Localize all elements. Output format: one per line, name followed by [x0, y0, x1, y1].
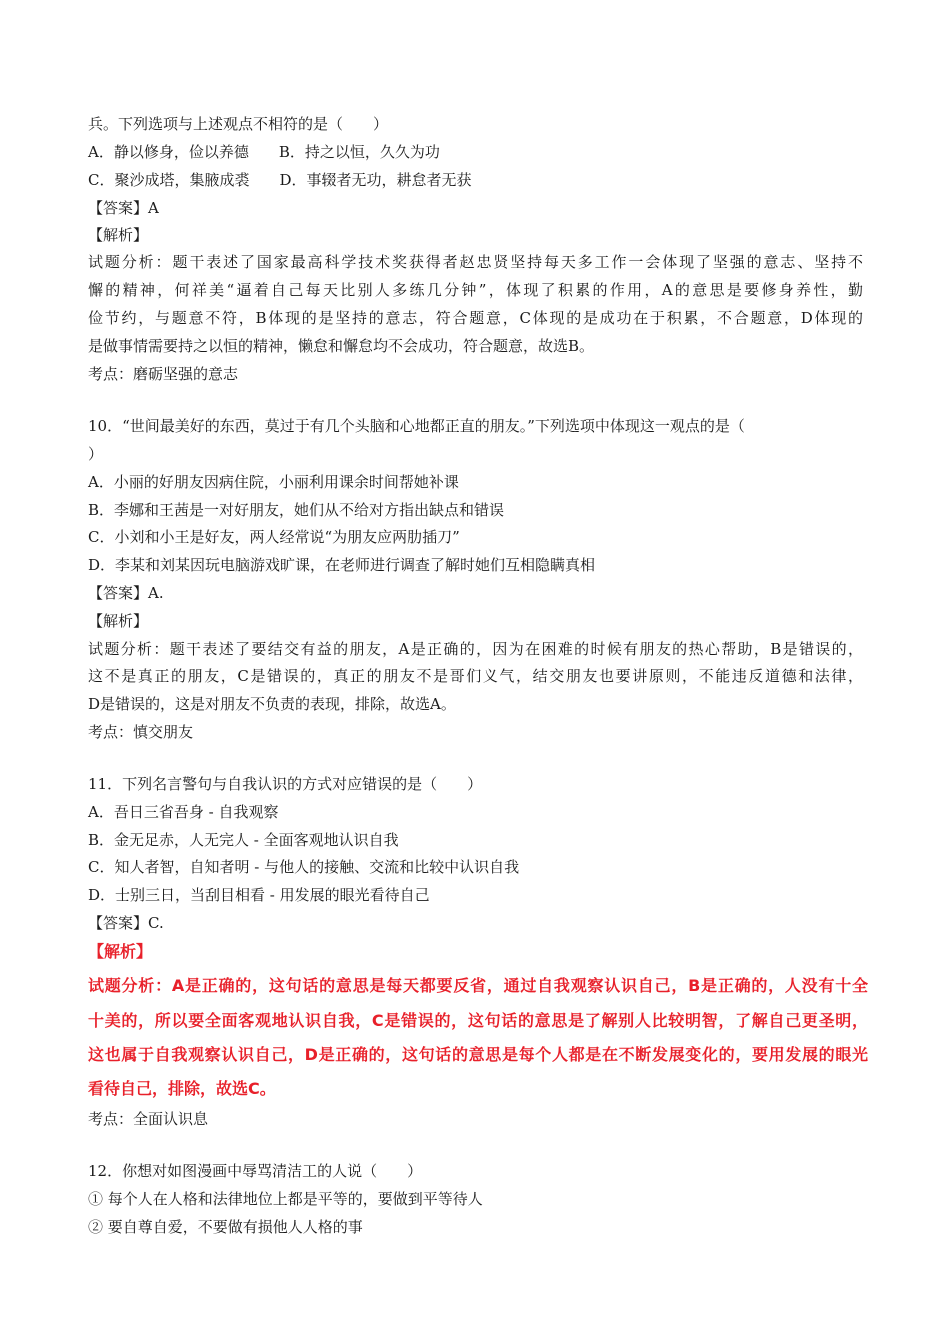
q12-stem: 12．你想对如图漫画中辱骂清洁工的人说（ ）: [88, 1162, 423, 1180]
q11-key-point: 考点：全面认识息: [88, 1110, 209, 1128]
q10-option-c: C．小刘和小王是好友，两人经常说“为朋友应两肋插刀”: [88, 528, 460, 546]
q9-options-cd: C．聚沙成塔，集腋成裘 D．事辍者无功，耕怠者无获: [88, 171, 472, 189]
q9-analysis-line-4: 是做事情需要持之以恒的精神，懒怠和懈怠均不会成功，符合题意，故选B。: [88, 337, 595, 355]
q12-option-1: ① 每个人在人格和法律地位上都是平等的，要做到平等待人: [88, 1190, 483, 1208]
q11-option-c: C．知人者智，自知者明 - 与他人的接触、交流和比较中认识自我: [88, 858, 520, 876]
q11-analysis-line-4: 看待自己，排除，故选C。: [88, 1079, 276, 1098]
q10-option-d: D．李某和刘某因玩电脑游戏旷课，在老师进行调查了解时她们互相隐瞒真相: [88, 556, 596, 574]
q11-analysis-heading: 【解析】: [88, 942, 153, 961]
q10-analysis-line-2: 这不是真正的朋友，C是错误的，真正的朋友不是哥们义气，结交朋友也要讲原则，不能违反道德和法律，: [88, 667, 863, 685]
q11-answer: 【答案】C.: [88, 914, 164, 932]
q10-option-a: A．小丽的好朋友因病住院，小丽利用课余时间帮她补课: [88, 473, 459, 491]
q9-answer: 【答案】A: [88, 199, 159, 217]
q10-stem-line-2: ）: [88, 445, 104, 463]
q9-key-point: 考点：磨砺坚强的意志: [88, 365, 239, 383]
q9-analysis-heading: 【解析】: [88, 226, 149, 244]
q10-analysis-line-1: 试题分析：题干表述了要结交有益的朋友，A是正确的，因为在困难的时候有朋友的热心帮助，B是错误的，: [88, 640, 863, 658]
q11-stem: 11．下列名言警句与自我认识的方式对应错误的是（ ）: [88, 775, 483, 793]
q11-option-b: B．金无足赤，人无完人 - 全面客观地认识自我: [88, 831, 399, 849]
q9-analysis-line-1: 试题分析：题干表述了国家最高科学技术奖获得者赵忠贤坚持每天多工作一会体现了坚强的意志、坚持不: [88, 253, 863, 271]
q9-stem-continuation: 兵。下列选项与上述观点不相符的是（ ）: [88, 115, 389, 133]
q11-option-a: A．吾日三省吾身 - 自我观察: [88, 803, 279, 821]
q11-analysis-line-1: 试题分析：A是正确的，这句话的意思是每天都要反省，通过自我观察认识自己，B是正确的，人没有十全: [88, 976, 868, 995]
q9-analysis-line-3: 俭节约，与题意不符，B体现的是坚持的意志，符合题意，C体现的是成功在于积累，不合题意，D体现的: [88, 309, 863, 327]
q10-analysis-heading: 【解析】: [88, 612, 149, 630]
q12-option-2: ② 要自尊自爱，不要做有损他人人格的事: [88, 1218, 363, 1236]
q10-analysis-line-3: D是错误的，这是对朋友不负责的表现，排除，故选A。: [88, 695, 456, 713]
q10-stem-line-1: 10．“世间最美好的东西，莫过于有几个头脑和心地都正直的朋友。”下列选项中体现这一观点的是（: [88, 417, 745, 435]
q11-analysis-line-2: 十美的，所以要全面客观地认识自我，C是错误的，这句话的意思是了解别人比较明智，了解自己更圣明，: [88, 1011, 868, 1030]
q11-option-d: D．士别三日，当刮目相看 - 用发展的眼光看待自己: [88, 886, 430, 904]
q11-analysis-line-3: 这也属于自我观察认识自己，D是正确的，这句话的意思是每个人都是在不断发展变化的，要用发展的眼光: [88, 1045, 868, 1064]
q9-options-ab: A．静以修身，俭以养德 B．持之以恒，久久为功: [88, 143, 440, 161]
q9-analysis-line-2: 懈的精神，何祥美“逼着自己每天比别人多练几分钟”，体现了积累的作用，A的意思是要修身养性，勤: [88, 281, 863, 299]
q10-key-point: 考点：慎交朋友: [88, 723, 194, 741]
q10-answer: 【答案】A.: [88, 584, 164, 602]
q10-option-b: B．李娜和王茜是一对好朋友，她们从不给对方指出缺点和错误: [88, 501, 505, 519]
